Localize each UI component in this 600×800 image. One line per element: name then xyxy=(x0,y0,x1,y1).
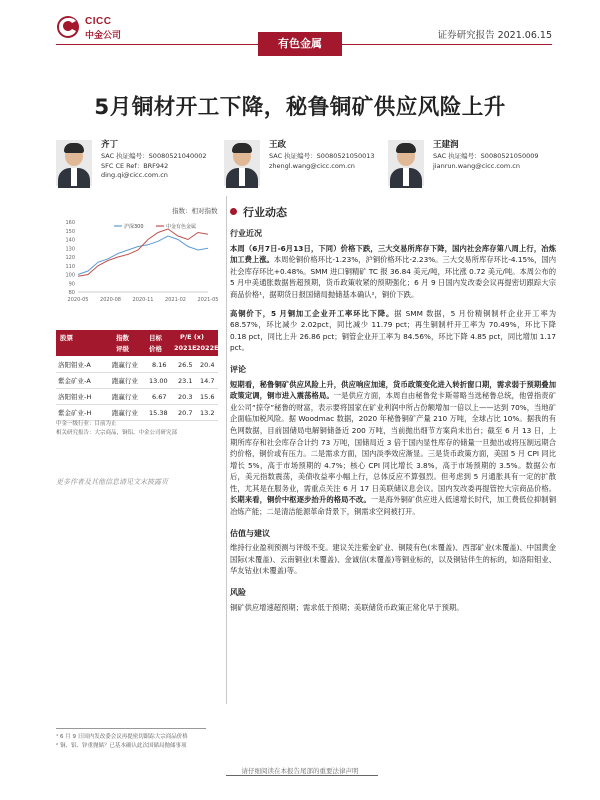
column-divider xyxy=(226,196,227,704)
y-tick-label: 90 xyxy=(68,281,75,288)
paragraph-body: 据 SMM 数据，5 月份精铜制杆企业开工率为 68.57%，环比减少 2.02pct，同比减少 11.79 pct；再生铜制杆开工率为 70.49%，环比下降 0.18 pct，同比上升 26.86 pct；铜管企业开工率为 84.56%，环比下降 4.85 pct，同比增加 1.17 pct。 xyxy=(230,308,556,353)
more-authors-note: 更多作者及其他信息请见文末披露页 xyxy=(56,478,168,486)
logo-text-cn: 中金公司 xyxy=(85,31,122,41)
col-header-rating: 指数 xyxy=(116,334,129,342)
subheading: 评论 xyxy=(230,364,246,374)
cell-pe-2021: 26.5 xyxy=(178,361,193,369)
chart-index-label: 指数：相对指数 xyxy=(172,207,218,215)
logo-text-en: CICC xyxy=(85,16,112,27)
analyst-sac: SAC 执证编号：S0080521050009 xyxy=(433,152,539,160)
cell-price: 15.38 xyxy=(149,409,168,417)
analyst-name: 王建润 xyxy=(433,140,459,150)
y-tick-label: 150 xyxy=(65,228,75,235)
col-header-rating-2: 评级 xyxy=(116,345,129,353)
paragraph xyxy=(230,243,556,301)
table-row xyxy=(56,374,218,389)
table-row xyxy=(56,390,218,405)
paragraph-body: 一是供应方面，本周自由秘鲁党卡斯蒂略当选秘鲁总统，他曾指责矿业公司“掠夺”秘鲁的财富，表示要将国家在矿业利润中所占份额增加一倍以上——达到 70%，当地矿企面临加税风险。据 Woodmac 数据，2020 年秘鲁铜矿产量 210 万吨，全球占比 10%。据我的有色网数据，目前国储局电解铜储备近 200 万吨，当前抛出细节方案尚未出台；截至 6 月 13 日，上期所库存和社会库存合计约 73 万吨，国储局近 3 倍于国内显性库存的储量一旦抛出或将压制远期合约价格，铜价或有压力。二是需求方面，国内淡季效应渐显。三是货币政策方面，美国 5 月 CPI 同比增长 5%，高于市场预期的 4.7%；核心 CPI 同比增长 3.8%，高于市场预期的 3.5%。数据公布后，美元指数震荡，美债收益率小幅上行，总体反应不算强烈。但考虑到 5 月通胀具有一定的扩散性，尤其是在服务业，需重点关注 6 月 17 日美联储议息会议。国内发改委再提管控大宗商品价格。 xyxy=(230,391,556,493)
analyst-email[interactable]: zhengl.wang@cicc.com.cn xyxy=(269,161,355,170)
bullet-icon xyxy=(230,208,237,215)
y-tick-label: 110 xyxy=(65,263,75,270)
analyst-name: 齐丁 xyxy=(101,140,119,150)
footnote: ¹ 6 月 9 日国内发改委会议再提密切跟踪大宗商品价格 xyxy=(56,734,188,740)
col-header-price: 价格 xyxy=(149,345,162,353)
cell-rating: 跑赢行业 xyxy=(112,377,138,385)
col-header-target: 目标 xyxy=(149,334,162,342)
paragraph xyxy=(230,379,556,518)
legend-label: 沪深300 xyxy=(124,224,144,230)
table-row xyxy=(56,406,218,421)
legal-notice[interactable]: 请仔细阅读在本报告尾部的重要法律声明 xyxy=(241,767,359,775)
sector-tag: 有色金属 xyxy=(258,32,342,56)
col-header-2022e: 2022E xyxy=(196,344,219,352)
legal-notice-underline xyxy=(226,775,378,776)
cell-price: 6.67 xyxy=(152,393,167,401)
analyst-email[interactable]: jianrun.wang@cicc.com.cn xyxy=(433,161,520,170)
subheading: 风险 xyxy=(230,588,246,598)
performance-chart-svg xyxy=(56,214,219,306)
cell-pe-2022: 14.7 xyxy=(200,377,215,385)
y-tick-label: 120 xyxy=(65,255,75,261)
paragraph-lead: 长期来看，铜价中枢逐步抬升的格局不改。 xyxy=(230,495,371,505)
analyst-photo xyxy=(224,140,260,186)
table-header xyxy=(56,330,218,356)
analyst-email[interactable]: ding.qi@cicc.com.cn xyxy=(101,171,168,179)
subheading: 行业近况 xyxy=(230,229,262,238)
cell-rating: 跑赢行业 xyxy=(112,393,138,401)
paragraph: 维持行业盈利预测与评级不变。建议关注紫金矿业、铜陵有色(未覆盖)、西部矿业(未覆盖)、中国黄金国际(未覆盖)、云南铜业(未覆盖)、金诚信(未覆盖)等铜业标的，以及铜钴伴生的标的，如洛阳钼业、华友钴业(未覆盖)等。 xyxy=(230,543,556,576)
x-tick-label: 2020-11 xyxy=(132,297,154,303)
legend-label: 中金有色金属 xyxy=(166,224,197,230)
cell-price: 13.00 xyxy=(149,377,168,385)
series-line-hs300 xyxy=(78,236,208,275)
paragraph-body: 本周伦铜价格环比-1.23%，沪铜价格环比-2.23%。三大交易所库存环比-4.15%，国内社会库存环比+0.48%。SMM 进口铜精矿 TC 报 36.84 美元/吨，环比涨 0.72 美元/吨。本周公布的 5 月中美通胀数据皆超预期，货币政策收紧的预期强化；6 月 9 日国内发改委会议再提密切跟踪大宗商品价格¹，据期货日报国储局抛储基本确认²，铜价下跌。 xyxy=(230,255,556,299)
report-title: 5月铜材开工下降，秘鲁铜矿供应风险上升 xyxy=(94,95,506,120)
footnote-divider xyxy=(56,728,206,729)
y-tick-label: 160 xyxy=(65,220,75,226)
table-notes xyxy=(56,420,221,438)
paragraph: 铜矿供应增速超预期；需求低于预期；美联储货币政策正常化早于预期。 xyxy=(230,602,464,612)
cell-stock: 紫金矿业-H xyxy=(58,409,92,417)
cell-stock: 洛阳钼业-H xyxy=(58,393,92,401)
analyst-sac: SAC 执证编号：S0080521040002 xyxy=(101,152,207,160)
cell-price: 8.16 xyxy=(152,361,167,369)
analyst-photo xyxy=(388,140,424,186)
cell-stock: 洛阳钼业-A xyxy=(58,361,91,369)
analyst-name: 王政 xyxy=(269,140,287,150)
y-tick-label: 100 xyxy=(65,272,75,279)
performance-chart xyxy=(56,214,219,306)
analyst-photo xyxy=(56,140,92,186)
main-content xyxy=(230,228,556,613)
cell-rating: 跑赢行业 xyxy=(112,361,138,369)
cell-pe-2022: 13.2 xyxy=(200,409,215,417)
x-tick-label: 2020-08 xyxy=(100,297,121,303)
y-tick-label: 140 xyxy=(65,237,75,244)
paragraph-lead: 短期看，秘鲁铜矿供应风险上升，供应响应加速，货币政策变化进入转折窗口期，需求弱于预期叠加政策定调，铜市进入震荡格局。 xyxy=(230,379,556,401)
cell-pe-2021: 20.7 xyxy=(178,409,193,417)
paragraph-body: 一是海外铜矿供应进入低速增长时代，加工费低位抑制铜冶炼产能；二是清洁能源革命背景下，铜需求空间被打开。 xyxy=(230,495,557,517)
analyst-sfc: SFC CE Ref：BRF942 xyxy=(101,161,169,170)
related-research[interactable]: 相关研究报告：大宗商品，铜铝、中金公司研究部 xyxy=(56,430,178,436)
paragraph-lead: 本周（6月7日-6月13日，下同）价格下跌，三大交易所库存下降，国内社会库存第八周上行，冶炼加工费上涨。 xyxy=(230,243,556,265)
col-header-stock: 股票 xyxy=(60,334,73,342)
paragraph-lead: 高铜价下，5 月铜加工企业开工率环比下降。 xyxy=(230,308,395,318)
y-tick-label: 130 xyxy=(65,246,75,253)
subheading: 估值与建议 xyxy=(230,528,270,538)
section-title-text: 行业动态 xyxy=(243,206,287,219)
report-type-date: 证券研究报告 2021.06.15 xyxy=(437,30,552,41)
cell-pe-2022: 20.4 xyxy=(200,361,215,369)
col-header-pe: P/E (x) xyxy=(180,333,204,341)
footnote: ² 铜、铝、锌重抛储？已基本确认此次国储局抛储事项 xyxy=(56,743,187,749)
cell-pe-2021: 23.1 xyxy=(178,377,193,385)
cell-pe-2022: 15.6 xyxy=(200,393,215,401)
cell-stock: 紫金矿业-A xyxy=(58,377,91,385)
x-tick-label: 2021-05 xyxy=(197,297,219,303)
x-tick-label: 2020-05 xyxy=(67,297,89,303)
col-header-2021e: 2021E xyxy=(174,344,197,352)
section-title xyxy=(230,204,287,220)
y-tick-label: 80 xyxy=(68,290,75,296)
cicc-logo xyxy=(56,15,134,43)
table-row xyxy=(56,358,218,373)
series-line-cicc-nonferrous xyxy=(78,229,208,276)
cell-rating: 跑赢行业 xyxy=(112,409,138,417)
paragraph xyxy=(230,308,556,354)
x-tick-label: 2021-02 xyxy=(165,297,186,303)
cell-pe-2021: 20.3 xyxy=(178,393,193,401)
table-note: 中金一级行业：目前为止 xyxy=(56,421,117,427)
cicc-logo-icon xyxy=(56,15,80,39)
analyst-sac: SAC 执证编号：S0080521050013 xyxy=(269,152,375,160)
